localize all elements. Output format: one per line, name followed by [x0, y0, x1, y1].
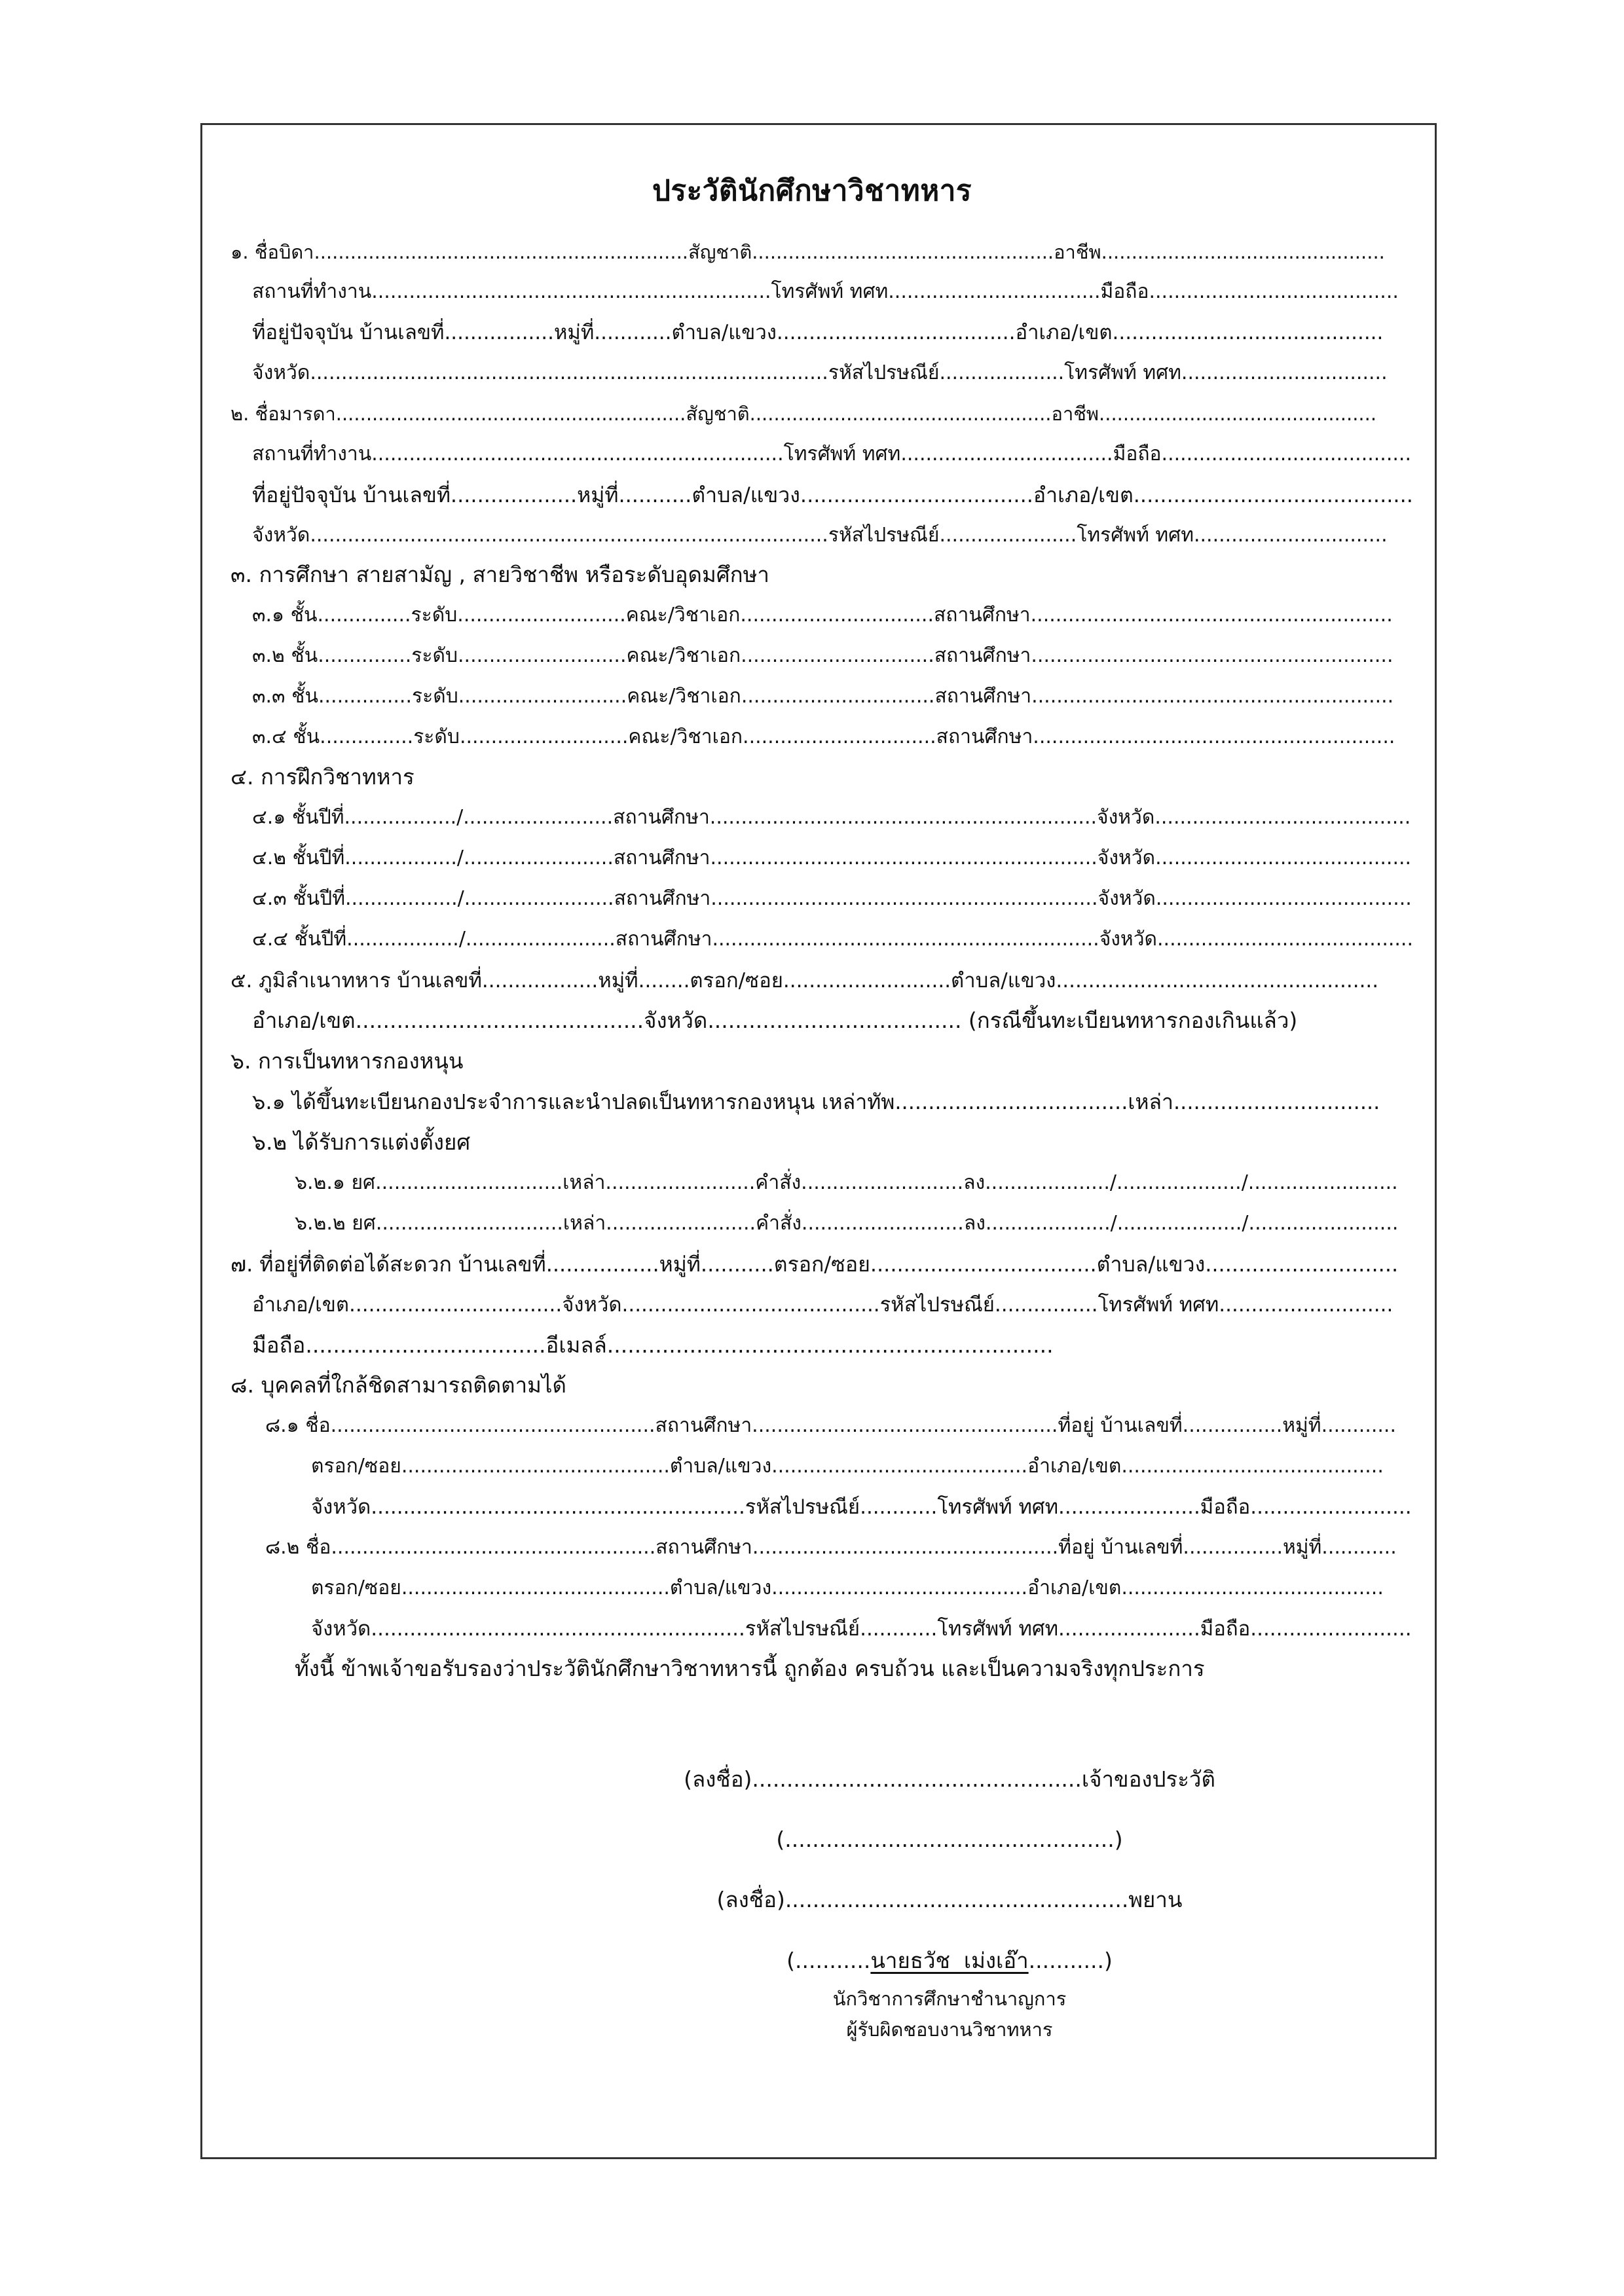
witness-name-line — [138, 1948, 1624, 1974]
form-line: ๘.๑ ชื่อ....................................................สถานศึกษา.................................................ที่อยู่ บ้านเลขที่................หมู่ที่............ — [265, 1414, 1397, 1437]
form-line: ๗. ที่อยู่ที่ติดต่อได้สะดวก บ้านเลขที่.................หมู่ที่...........ตรอก/ซอย..................................ตำบล/แขวง............................. — [231, 1252, 1399, 1277]
form-line: ๔. การฝึกวิชาทหาร — [231, 764, 415, 790]
form-line: ๘. บุคคลที่ใกล้ชิดสามารถติดตามได้ — [231, 1372, 566, 1398]
form-line: ๖. การเป็นทหารกองหนุน — [231, 1048, 464, 1074]
form-line: ที่อยู่ปัจจุบัน บ้านเลขที่.................หมู่ที่............ตำบล/แขวง.....................................อำเภอ/เขต.......................................... — [252, 321, 1384, 344]
form-line: ๘.๒ ชื่อ....................................................สถานศึกษา.................................................ที่อยู่ บ้านเลขที่................หมู่ที่............ — [265, 1536, 1397, 1559]
form-line: สถานที่ทำงาน................................................................โทรศัพท์ ทศท..................................มือถือ........................................ — [252, 280, 1399, 303]
form-title: ประวัตินักศึกษาวิชาทหาร — [652, 174, 972, 208]
form-line: ๖.๒.๑ ยศ..............................เหล่า........................คำสั่ง..........................ลง..................../..................../........................ — [295, 1171, 1398, 1194]
form-line: ๔.๓ ชั้นปีที่................../........................สถานศึกษา..............................................................จังหวัด......................................... — [252, 887, 1412, 910]
form-line: ที่อยู่ปัจจุบัน บ้านเลขที่...................หมู่ที่...........ตำบล/แขวง...................................อำเภอ/เขต.......................................... — [252, 483, 1413, 507]
form-line: จังหวัด...................................................................................รหัสไปรษณีย์....................โทรศัพท์ ทศท................................. — [252, 361, 1388, 384]
form-line: จังหวัด..........................................................รหัสไปรษณีย์............โทรศัพท์ ทศท......................มือถือ......................... — [311, 1495, 1412, 1519]
form-line: ๔.๑ ชั้นปีที่................../........................สถานศึกษา..............................................................จังหวัด......................................... — [252, 806, 1411, 829]
form-line: ๔.๒ ชั้นปีที่................../........................สถานศึกษา..............................................................จังหวัด......................................... — [252, 847, 1412, 869]
form-line: ๓.๔ ชั้น...............ระดับ...........................คณะ/วิชาเอก...............................สถานศึกษา.......................................................... — [252, 725, 1395, 748]
form-line: ๓. การศึกษา สายสามัญ , สายวิชาชีพ หรือระดับอุดมศึกษา — [231, 562, 769, 587]
witness-name-open: (........... — [786, 1948, 871, 1973]
form-line: อำเภอ/เขต.................................จังหวัด........................................รหัสไปรษณีย์................โทรศัพท์ ทศท........................... — [252, 1293, 1393, 1317]
form-line: ตรอก/ซอย...........................................ตำบล/แขวง.........................................อำเภอ/เขต.......................................... — [311, 1455, 1384, 1478]
form-line: สถานที่ทำงาน..................................................................โทรศัพท์ ทศท..................................มือถือ........................................ — [252, 443, 1411, 465]
form-line: ๓.๒ ชั้น...............ระดับ...........................คณะ/วิชาเอก...............................สถานศึกษา.......................................................... — [252, 644, 1393, 667]
form-line: ๑. ชื่อบิดา..............................................................สัญชาติ..................................................อาชีพ............................................... — [231, 241, 1385, 263]
form-line: ๖.๒.๒ ยศ..............................เหล่า........................คำสั่ง..........................ลง..................../..................../........................ — [295, 1212, 1399, 1235]
form-line: ตรอก/ซอย...........................................ตำบล/แขวง.........................................อำเภอ/เขต.......................................... — [311, 1576, 1384, 1599]
witness-name-close: ...........) — [1028, 1948, 1113, 1973]
witness-role: ผู้รับผิดชอบงานวิชาทหาร — [846, 2018, 1053, 2041]
witness-signature-line: (ลงชื่อ)..................................................พยาน — [716, 1887, 1183, 1912]
form-line: จังหวัด...................................................................................รหัสไปรษณีย์......................โทรศัพท์ ทศท............................... — [252, 524, 1388, 547]
owner-name-line: (................................................) — [776, 1827, 1123, 1852]
owner-signature-line: (ลงชื่อ)................................................เจ้าของประวัติ — [684, 1766, 1215, 1792]
form-line: อำเภอ/เขต..........................................จังหวัด..................................... (กรณีขึ้นทะเบียนทหารกองเกินแล้ว) — [252, 1008, 1298, 1033]
form-line: มือถือ...................................อีเมลล์................................................................. — [252, 1332, 1054, 1358]
form-line: ๕. ภูมิลำเนาทหาร บ้านเลขที่..................หมู่ที่........ตรอก/ซอย..........................ตำบล/แขวง.................................................. — [231, 969, 1379, 993]
form-line: จังหวัด..........................................................รหัสไปรษณีย์............โทรศัพท์ ทศท......................มือถือ......................... — [311, 1617, 1412, 1641]
form-line: ๓.๓ ชั้น...............ระดับ...........................คณะ/วิชาเอก...............................สถานศึกษา.......................................................... — [252, 685, 1394, 708]
form-line: ทั้งนี้ ข้าพเจ้าขอรับรองว่าประวัตินักศึกษาวิชาทหารนี้ ถูกต้อง ครบถ้วน และเป็นความจริงทุกประการ — [295, 1656, 1205, 1681]
form-line: ๔.๔ ชั้นปีที่................../........................สถานศึกษา..............................................................จังหวัด......................................... — [252, 928, 1414, 951]
form-line: ๒. ชื่อมารดา..........................................................สัญชาติ..................................................อาชีพ.............................................. — [231, 403, 1377, 425]
form-line: ๖.๒ ได้รับการแต่งตั้งยศ — [252, 1129, 471, 1155]
witness-position: นักวิชาการศึกษาชำนาญการ — [832, 1988, 1067, 2010]
form-line: ๓.๑ ชั้น...............ระดับ...........................คณะ/วิชาเอก...............................สถานศึกษา.......................................................... — [252, 604, 1393, 627]
form-line: ๖.๑ ได้ขึ้นทะเบียนกองประจำการและนำปลดเป็นทหารกองหนุน เหล่าทัพ...................................เหล่า............................... — [252, 1089, 1380, 1114]
witness-name: นายธวัช เม่งเอ๊า — [870, 1948, 1029, 1973]
